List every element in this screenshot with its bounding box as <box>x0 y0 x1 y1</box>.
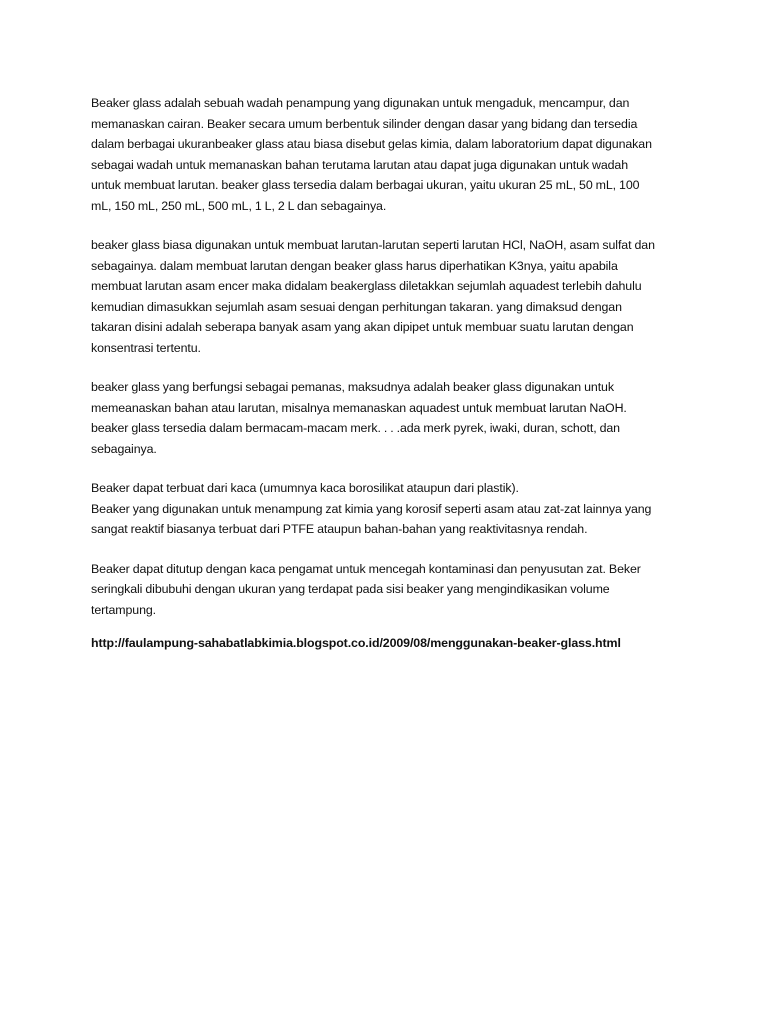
paragraph-definition <box>91 93 691 216</box>
text-line: Beaker glass adalah sebuah wadah penampung yang digunakan untuk mengaduk, mencampur, dan <box>91 96 630 110</box>
text-line: memanaskan cairan. Beaker secara umum berbentuk silinder dengan dasar yang bidang dan tersedia <box>91 116 638 131</box>
text-line: Beaker dapat ditutup dengan kaca pengamat untuk mencegah kontaminasi dan penyusutan zat. Beker <box>91 561 641 576</box>
paragraph-cover <box>91 559 691 621</box>
text-line: kemudian dimasukkan sejumlah asam sesuai dengan perhitungan takaran. yang dimaksud dengan <box>91 299 622 314</box>
text-line: beaker glass biasa digunakan untuk membuat larutan-larutan seperti larutan HCl, NaOH, asam sulfat dan <box>91 238 655 252</box>
source-url[interactable]: http://faulampung-sahabatlabkimia.blogspot.co.id/2009/08/menggunakan-beaker-glass.html <box>91 636 621 650</box>
text-line: membuat larutan asam encer maka didalam beakerglass diletakkan sejumlah aquadest terlebih dahulu <box>91 279 642 293</box>
text-line: tertampung. <box>91 602 157 617</box>
paragraph-heating <box>91 377 691 459</box>
text-line: Beaker yang digunakan untuk menampung zat kimia yang korosif seperti asam atau zat-zat lainnya yang <box>91 501 652 516</box>
paragraph-spacer <box>91 620 691 633</box>
text-line: seringkali dibubuhi dengan ukuran yang terdapat pada sisi beaker yang mengindikasikan volume <box>91 582 610 596</box>
paragraph-spacer <box>91 459 691 478</box>
paragraph-material <box>91 478 691 540</box>
text-line: dalam berbagai ukuranbeaker glass atau biasa disebut gelas kimia, dalam laboratorium dapat digunakan <box>91 137 652 151</box>
text-line: sebagainya. <box>91 441 157 456</box>
document-body <box>91 93 691 654</box>
text-line: mL, 150 mL, 250 mL, 500 mL, 1 L, 2 L dan sebagainya. <box>91 198 387 213</box>
text-line: beaker glass yang berfungsi sebagai pemanas, maksudnya adalah beaker glass digunakan untuk <box>91 380 614 394</box>
text-line: konsentrasi tertentu. <box>91 340 201 355</box>
text-line: memeanaskan bahan atau larutan, misalnya memanaskan aquadest untuk membuat larutan NaOH. <box>91 400 627 415</box>
text-line: sebagainya. dalam membuat larutan dengan beaker glass harus diperhatikan K3nya, yaitu apabila <box>91 258 618 273</box>
text-line: Beaker dapat terbuat dari kaca (umumnya kaca borosilikat ataupun dari plastik). <box>91 481 519 495</box>
paragraph-spacer <box>91 540 691 559</box>
paragraph-spacer <box>91 216 691 235</box>
paragraph-usage <box>91 235 691 358</box>
text-line: sangat reaktif biasanya terbuat dari PTFE ataupun bahan-bahan yang reaktivitasnya rendah. <box>91 522 588 536</box>
text-line: takaran disini adalah seberapa banyak asam yang akan dipipet untuk membuar suatu larutan dengan <box>91 320 634 334</box>
text-line: beaker glass tersedia dalam bermacam-macam merk. . . .ada merk pyrek, iwaki, duran, schott, dan <box>91 421 620 435</box>
paragraph-spacer <box>91 358 691 377</box>
text-line: untuk membuat larutan. beaker glass tersedia dalam berbagai ukuran, yaitu ukuran 25 mL, 50 mL, 100 <box>91 178 640 192</box>
text-line: sebagai wadah untuk memanaskan bahan terutama larutan atau dapat juga digunakan untuk wadah <box>91 157 629 172</box>
